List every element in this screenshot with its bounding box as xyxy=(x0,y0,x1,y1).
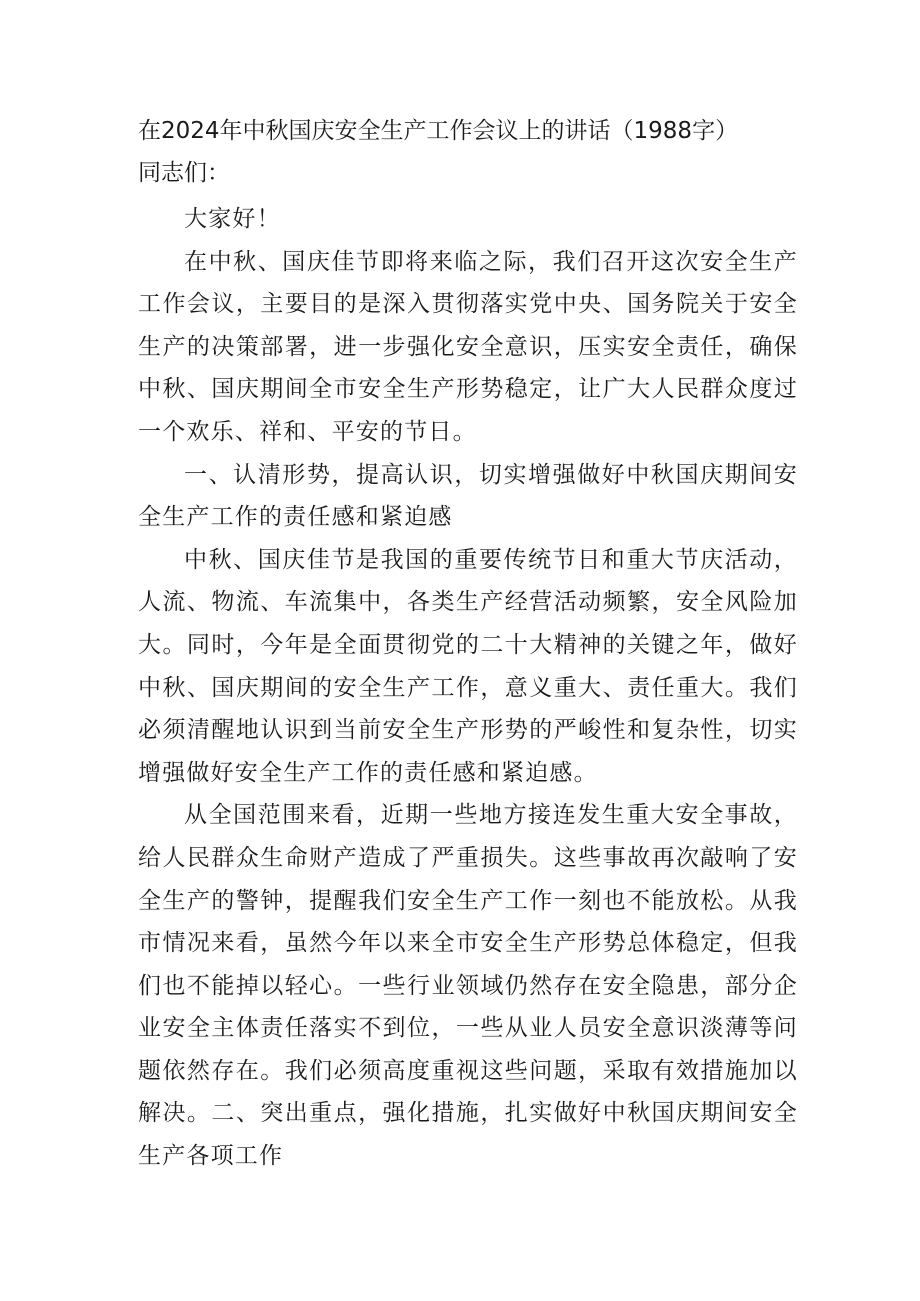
section-heading-1: 一、认清形势，提高认识，切实增强做好中秋国庆期间安全生产工作的责任感和紧迫感 xyxy=(138,461,798,531)
salutation: 同志们： xyxy=(138,160,230,186)
paragraph-intro: 在中秋、国庆佳节即将来临之际，我们召开这次安全生产工作会议，主要目的是深入贯彻落实党中央、国务院关于安全生产的决策部署，进一步强化安全意识，压实安全责任，确保中秋、国庆期间全市安全生产形势稳定，让广大人民群众度过一个欢乐、祥和、平安的节日。 xyxy=(138,248,798,445)
paragraph-national-view: 从全国范围来看，近期一些地方接连发生重大安全事故，给人民群众生命财产造成了严重损失。这些事故再次敲响了安全生产的警钟，提醒我们安全生产工作一刻也不能放松。从我市情况来看，虽然今年以来全市安全生产形势总体稳定，但我们也不能掉以轻心。一些行业领域仍然存在安全隐患，部分企业安全主体责任落实不到位，一些从业人员安全意识淡薄等问题依然存在。我们必须高度重视这些问题，采取有效措施加以解决。二、突出重点，强化措施，扎实做好中秋国庆期间安全生产各项工作 xyxy=(138,802,798,1170)
paragraph-greeting: 大家好！ xyxy=(184,206,281,232)
document-body xyxy=(138,198,798,1178)
paragraph-situation: 中秋、国庆佳节是我国的重要传统节日和重大节庆活动，人流、物流、车流集中，各类生产经营活动频繁，安全风险加大。同时，今年是全面贯彻党的二十大精神的关键之年，做好中秋、国庆期间的安全生产工作，意义重大、责任重大。我们必须清醒地认识到当前安全生产形势的严峻性和复杂性，切实增强做好安全生产工作的责任感和紧迫感。 xyxy=(138,546,798,786)
document-title: 在2024年中秋国庆安全生产工作会议上的讲话（1988字） xyxy=(138,118,739,144)
